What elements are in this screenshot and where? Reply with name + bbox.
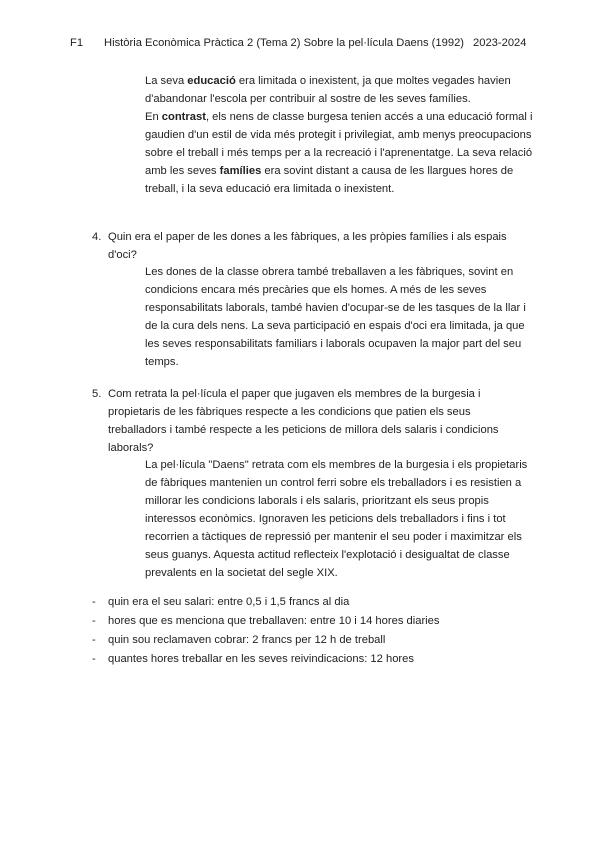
question-text: Quin era el paper de les dones a les fàbriques, a les pròpies famílies i als espais d'oci? [108,231,507,261]
bold-contrast: contrast [161,111,206,123]
list-item-text: quin era el seu salari: entre 0,5 i 1,5 francs al dia [108,596,350,608]
dash-marker: - [92,634,96,646]
dash-marker: - [92,615,96,627]
list-item-text: quantes hores treballar en les seves reivindicacions: 12 hores [108,653,414,665]
header-code: F1 [70,37,84,49]
list-item-text: quin sou reclamaven cobrar: 2 francs per 12 h de treball [108,634,386,646]
bullet-list [92,593,532,669]
intro-paragraph-2: En contrast, els nens de classe burgesa tenien accés a una educació formal i gaudien d'un estil de vida més protegit i privilegiat, amb menys preocupacions sobre el treball i més temps per a la recreació i l'aprenentatge. La seva relació amb les seves famílies era sovint distant a causa de les llargues hores de treball, i la seva educació era limitada o inexistent. [145,111,533,195]
dash-marker: - [92,653,96,665]
question-4 [92,228,532,264]
list-item-text: hores que es menciona que treballaven: entre 10 i 14 hores diaries [108,615,440,627]
header-year: 2023-2024 [473,37,527,49]
list-item [92,631,532,650]
dash-marker: - [92,596,96,608]
answer-4: Les dones de la classe obrera també treballaven a les fàbriques, sovint en condicions encara més precàries que els homes. A més de les seves responsabilitats laborals, també havien d'ocupar-se de les tasques de la llar i de la cura dels nens. La seva participació en espais d'oci era limitada, ja que les seves responsabilitats familiars i laborals ocupaven la major part del seu temps. [145,266,526,368]
list-item [92,612,532,631]
intro-paragraph-1: La seva educació era limitada o inexistent, ja que moltes vegades havien d'abandonar l'escola per contribuir al sostre de les seves famílies. [145,75,511,105]
intro-block [145,72,535,198]
answer-5: La pel·lícula "Daens" retrata com els membres de la burgesia i els propietaris de fàbriques mantenien un control ferri sobre els treballadors i es resistien a millorar les condicions laborals i els salaris, prioritzant els seus propis interessos econòmics. Ignoraven les peticions dels treballadors i fins i tot recorrien a tàctiques de repressió per mantenir el seu poder i maximitzar els seus guanys. Aquesta actitud reflecteix l'explotació i desigualtat de classe prevalents en la societat del segle XIX. [145,459,528,579]
header-title: Història Econòmica Pràctica 2 (Tema 2) Sobre la pel·lícula Daens (1992) [104,37,465,49]
bold-families: famílies [219,165,262,177]
question-5 [92,385,532,457]
question-number: 4. [92,231,102,243]
question-number: 5. [92,388,102,400]
list-item [92,650,532,669]
bold-educacio: educació [187,75,236,87]
question-text: Com retrata la pel·lícula el paper que jugaven els membres de la burgesia i propietaris de les fàbriques respecte a les condicions que patien els seus treballadors i també respecte a les peticions de millora dels salaris i condicions laborals? [108,388,499,454]
list-item [92,593,532,612]
